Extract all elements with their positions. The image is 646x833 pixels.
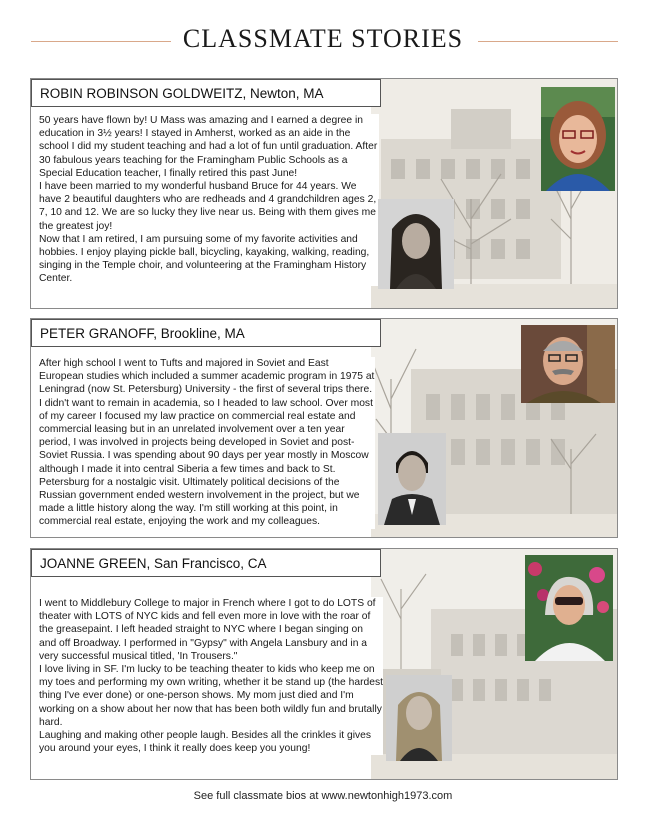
story-header: ROBIN ROBINSON GOLDWEITZ, Newton, MA bbox=[31, 79, 381, 107]
yearbook-photo bbox=[378, 433, 446, 525]
story-paragraph: After high school I went to Tufts and majored in Soviet and East European studies which included a summer academic program in 1975 at Leningrad (now St. Petersburg) University - the first of several trips there. I didn't want to remain in academia, so I headed to law school. Over most of my career I focused my law practice on commercial real estate and commercial leasing but in an unrelated involvement over a ten year period, I was involved in projects being developed in Soviet and post-Soviet Russia. I was spending about 90 days per year mostly in Moscow although I made it into central Siberia a few times and back to St. Petersburg for a nostalgic visit. Ultimately political decisions of the Russian government ended western involvement in the project, but we made a little history along the way. I'm still working at this point, in commercial real estate, enjoying the work and my colleagues. bbox=[39, 358, 375, 528]
story-paragraph: Now that I am retired, I am pursuing some of my favorite activities and hobbies. I enjoy playing pickle ball, bicycling, kayaking, walking, reading, singing in the Temple choir, and volunteering at the Framingham History Center. bbox=[39, 233, 370, 285]
story-card-peter bbox=[30, 318, 618, 538]
current-portrait-photo bbox=[521, 325, 615, 403]
current-portrait-photo bbox=[525, 555, 613, 661]
story-paragraph: Laughing and making other people laugh. Besides all the crinkles it gives you around your eyes, I think it really does keep you young! bbox=[39, 730, 371, 755]
footer-note: See full classmate bios at www.newtonhigh1973.com bbox=[193, 790, 453, 802]
story-paragraph: I went to Middlebury College to major in French where I got to do LOTS of theater with LOTS of NYC kids and fell even more in love with the roar of the greasepaint. I left headed straight to NYC where I began singing on and off Broadway. I performed in "Gypsy" with Angela Lansbury and in a very successful musical titled, 'In Trousers." bbox=[39, 598, 376, 662]
story-text bbox=[39, 114, 379, 286]
story-paragraph: 50 years have flown by! U Mass was amazing and I earned a degree in education in 3½ years! I stayed in Amherst, worked as an aide in the school I did my student teaching and had a lot of fun until graduation. After 30 fabulous years teaching for the Framingham Public Schools as a Special Education teacher, I finally retired this past June! bbox=[39, 115, 378, 179]
title-area bbox=[0, 20, 646, 60]
yearbook-photo bbox=[386, 675, 452, 761]
page-title: CLASSMATE STORIES bbox=[182, 24, 464, 53]
current-portrait-photo bbox=[541, 87, 615, 191]
title-rule-right bbox=[478, 41, 618, 42]
yearbook-photo bbox=[378, 199, 454, 289]
story-header: PETER GRANOFF, Brookline, MA bbox=[31, 319, 381, 347]
story-header: JOANNE GREEN, San Francisco, CA bbox=[31, 549, 381, 577]
story-text bbox=[39, 357, 375, 529]
story-card-robin bbox=[30, 78, 618, 309]
story-card-joanne bbox=[30, 548, 618, 780]
story-text bbox=[39, 597, 383, 755]
story-paragraph: I love living in SF. I'm lucky to be teaching theater to kids who keep me on my toes and performing my own writing, whether it be stand up (the hardest thing I've ever done) or one-person shows. My mom just died and I'm working on a show about her now that has been both wildly fun and brutally hard. bbox=[39, 664, 383, 728]
story-paragraph: I have been married to my wonderful husband Bruce for 44 years. We have 2 beautiful daughters who are redheads and 4 grandchildren ages 2, 7, 10 and 12. We are so lucky they live near us. Being with them gives me the greatest joy! bbox=[39, 181, 377, 232]
